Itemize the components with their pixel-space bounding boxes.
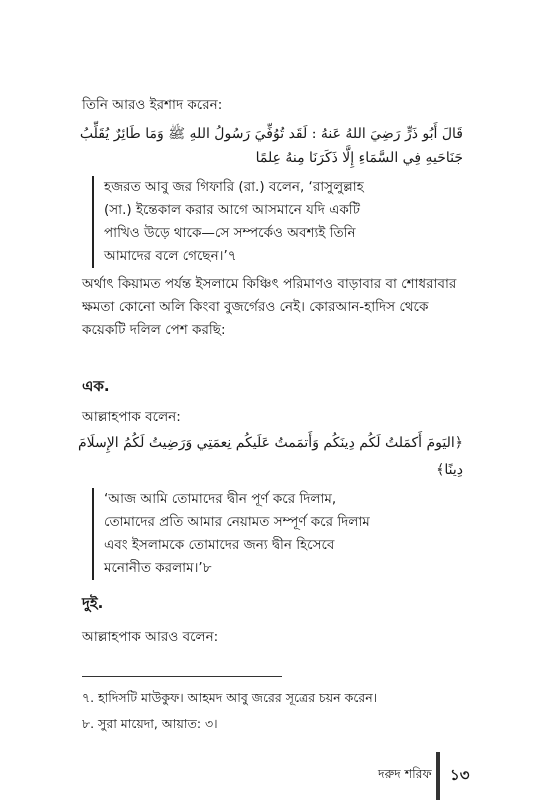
arabic-verse-line-1: ﴿اليَومَ أَكمَلتُ لَكُم دِينَكُم وَأَتمَمتُ عَلَيكُم نِعمَتِي وَرَضِيتُ لَكُمُ الإِسلَامَ [78, 435, 463, 451]
page-number: ১৩ [450, 766, 470, 784]
intro-line: তিনি আরও ইরশাদ করেন: [82, 97, 223, 113]
arabic-verse-line-2: دِينًا﴾ [436, 462, 463, 478]
quote-line: ‘আজ আমি তোমাদের দ্বীন পূর্ণ করে দিলাম, [104, 491, 337, 507]
arabic-hadith-line-2: جَنَاحَيهِ فِي السَّمَاءِ إِلَّا ذَكَرَنَا مِنهُ عِلمًا [255, 150, 463, 166]
translation-quote-1 [92, 176, 474, 268]
section-heading-2: দুই. [82, 594, 104, 612]
footer-divider-bar [436, 752, 440, 800]
section-heading-1: এক. [82, 377, 110, 395]
quote-line: মনোনীত করলাম।’৮ [104, 560, 212, 576]
allah-says-more-label: আল্লাহপাক আরও বলেন: [82, 629, 219, 645]
footnote-divider [82, 676, 282, 677]
footnote-7: ৭. হাদিসটি মাউকুফ। আহমদ আবু জরের সূত্রের চয়ন করেন। [82, 690, 378, 705]
footnote-8: ৮. সুরা মায়েদা, আয়াত: ৩। [82, 716, 218, 731]
allah-says-label: আল্লাহপাক বলেন: [82, 409, 181, 425]
running-title: দরুদ শরিফ [378, 766, 432, 781]
quote-line: হজরত আবু জর গিফারি (রা.) বলেন, ‘রাসুলুল্লাহ [104, 179, 364, 195]
quote-line: (সা.) ইন্তেকাল করার আগে আসমানে যদি একটি [104, 202, 361, 218]
quote-line: আমাদের বলে গেছেন।’৭ [104, 248, 237, 264]
quote-line: এবং ইসলামকে তোমাদের জন্য দ্বীন হিসেবে [104, 537, 335, 553]
translation-quote-2 [92, 488, 474, 580]
paragraph-line: অর্থাৎ কিয়ামত পর্যন্ত ইসলামে কিঞ্চিৎ পরিমাণও বাড়াবার বা শোধরাবার [82, 276, 457, 292]
paragraph-line: কয়েকটি দলিল পেশ করছি: [82, 322, 226, 338]
paragraph-line: ক্ষমতা কোনো অলি কিংবা বুজর্গেরও নেই। কোরআন-হাদিস থেকে [82, 299, 429, 315]
arabic-hadith-line-1: قَالَ أَبُو ذَرٍّ رَضِيَ اللهُ عَنهُ : لَقَد تُوُفِّيَ رَسُولُ اللهِ ﷺ وَمَا طَائِرٌ يُقَلِّبُ [79, 126, 463, 142]
quote-line: তোমাদের প্রতি আমার নেয়ামত সম্পূর্ণ করে দিলাম [104, 514, 370, 530]
quote-line: পাখিও উড়ে থাকে—সে সম্পর্কেও অবশ্যই তিনি [104, 225, 356, 241]
